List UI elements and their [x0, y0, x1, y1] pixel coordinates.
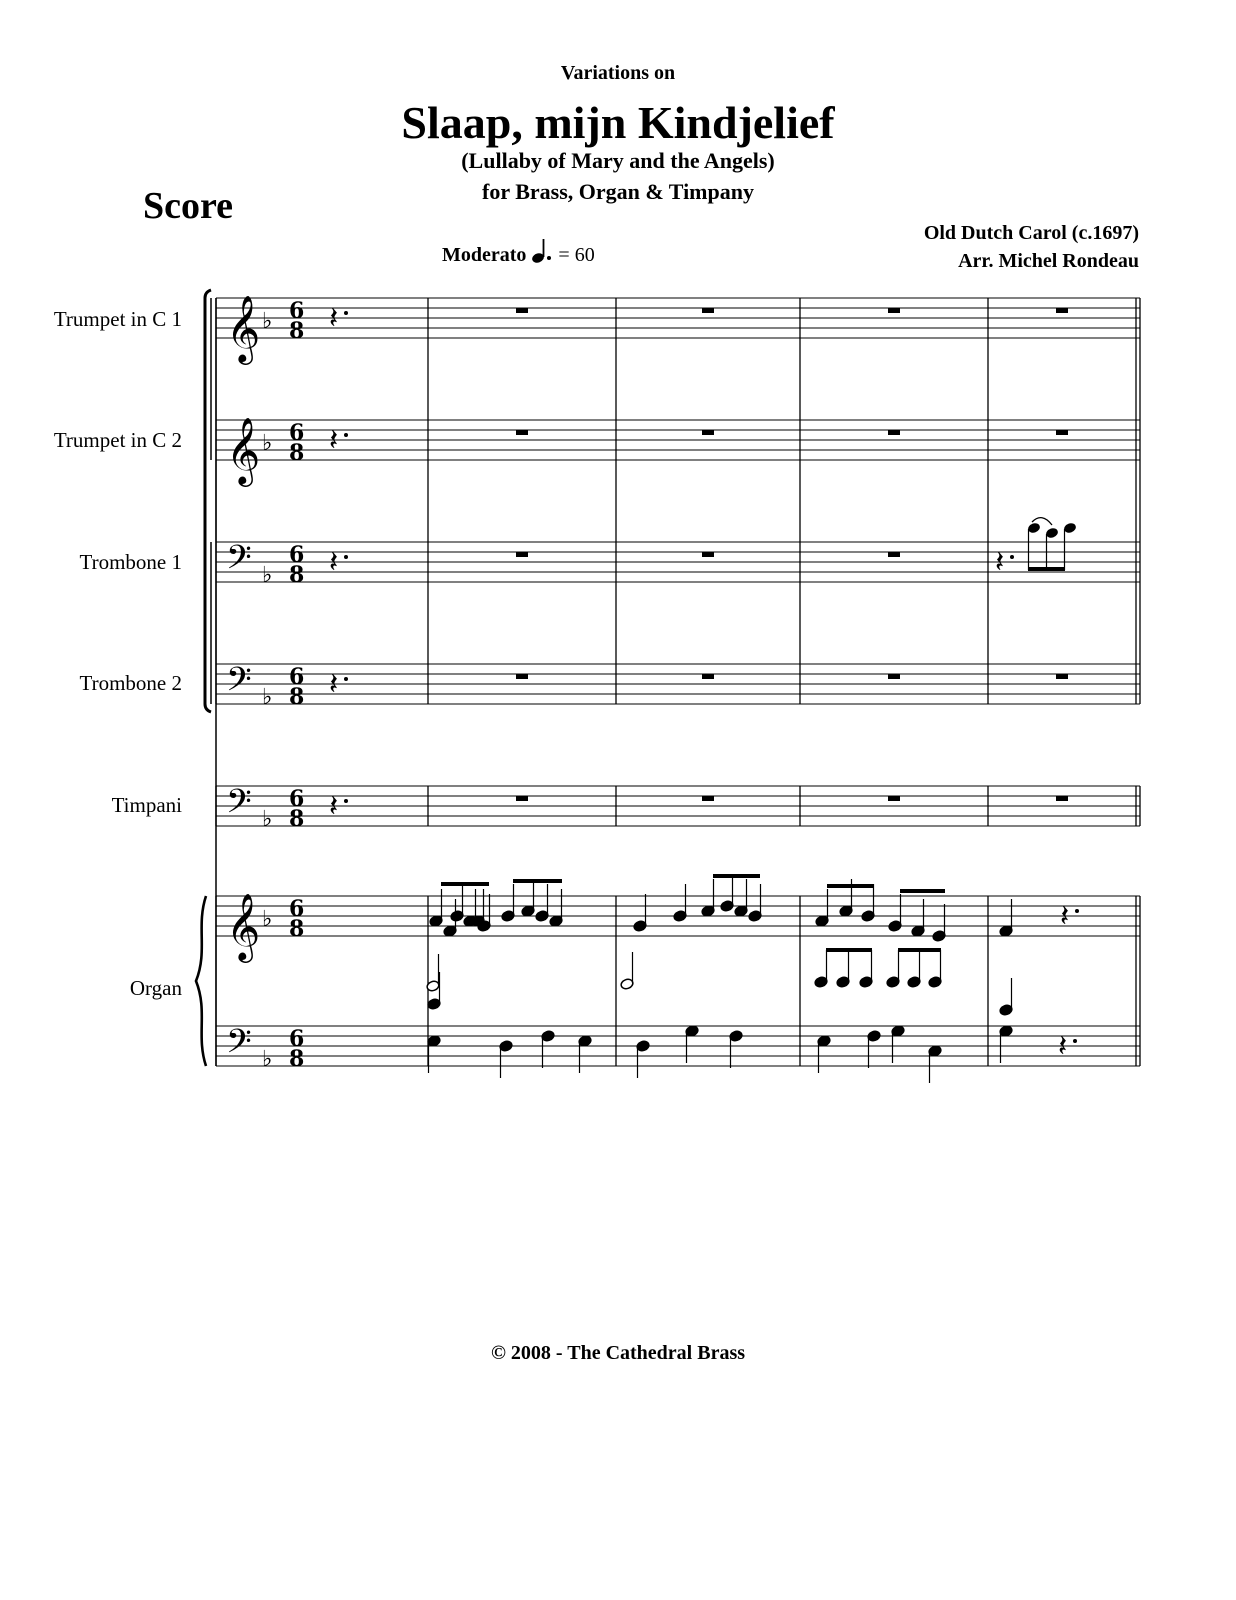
whole-rest	[516, 796, 528, 801]
time-signature-top: 6	[289, 896, 305, 922]
group-bracket	[205, 290, 211, 712]
instrument-label-trumpet-1: Trumpet in C 1	[53, 307, 182, 331]
rest-dot	[1073, 1039, 1077, 1043]
time-signature-bottom: 8	[289, 1046, 305, 1072]
key-signature-flat: ♭	[262, 1047, 273, 1072]
time-signature-top: 6	[289, 298, 305, 324]
bass-clef-icon: 𝄢	[226, 783, 252, 829]
time-signature-top: 6	[289, 542, 305, 568]
key-signature-flat: ♭	[262, 309, 273, 334]
time-signature-bottom: 8	[289, 806, 305, 832]
time-signature-top: 6	[289, 786, 305, 812]
time-signature-top: 6	[289, 664, 305, 690]
quarter-rest-icon: 𝄽	[1060, 899, 1070, 934]
arranger-credit: Arr. Michel Rondeau	[958, 250, 1139, 272]
whole-rest	[702, 430, 714, 435]
quarter-rest-icon: 𝄽	[995, 545, 1005, 580]
rest-dot	[344, 433, 348, 437]
quarter-rest-icon: 𝄽	[329, 789, 339, 824]
time-signature-bottom: 8	[289, 562, 305, 588]
tempo-word: Moderato	[442, 244, 527, 266]
organ-brace	[196, 896, 206, 1066]
instrument-label-organ: Organ	[129, 976, 182, 1000]
bass-clef-icon: 𝄢	[226, 1023, 252, 1069]
quarter-rest-icon: 𝄽	[329, 545, 339, 580]
rest-dot	[344, 311, 348, 315]
time-signature-top: 6	[289, 420, 305, 446]
whole-rest	[888, 430, 900, 435]
rest-dot	[1010, 555, 1014, 559]
whole-rest	[1056, 430, 1068, 435]
instrument-label-trumpet-2: Trumpet in C 2	[53, 428, 182, 452]
whole-rest	[516, 552, 528, 557]
whole-rest	[888, 796, 900, 801]
whole-rest	[702, 308, 714, 313]
whole-rest	[702, 796, 714, 801]
time-signature-bottom: 8	[289, 318, 305, 344]
quarter-rest-icon: 𝄽	[329, 301, 339, 336]
rest-dot	[344, 555, 348, 559]
key-signature-flat: ♭	[262, 807, 273, 832]
quarter-rest-icon: 𝄽	[329, 667, 339, 702]
quarter-rest-icon: 𝄽	[1058, 1029, 1068, 1064]
instrument-label-trombone-2: Trombone 2	[79, 671, 182, 695]
treble-clef-icon: 𝄞	[226, 416, 261, 484]
time-signature-top: 6	[289, 1026, 305, 1052]
whole-rest	[888, 674, 900, 679]
whole-rest	[1056, 308, 1068, 313]
treble-clef-icon: 𝄞	[226, 892, 261, 960]
rest-dot	[1075, 909, 1079, 913]
copyright-notice: © 2008 - The Cathedral Brass	[490, 1342, 746, 1364]
score-label: Score	[143, 185, 234, 227]
whole-rest	[516, 308, 528, 313]
bass-clef-icon: 𝄢	[226, 661, 252, 707]
whole-rest	[888, 552, 900, 557]
key-signature-flat: ♭	[262, 907, 273, 932]
treble-clef-icon: 𝄞	[226, 294, 261, 362]
whole-rest	[1056, 674, 1068, 679]
pre-title: Variations on	[560, 62, 676, 84]
instrument-label-timpani: Timpani	[111, 793, 182, 817]
bass-clef-icon: 𝄢	[226, 539, 252, 585]
rest-dot	[344, 799, 348, 803]
key-signature-flat: ♭	[262, 431, 273, 456]
quarter-rest-icon: 𝄽	[329, 423, 339, 458]
time-signature-bottom: 8	[289, 440, 305, 466]
composer-credit: Old Dutch Carol (c.1697)	[923, 222, 1139, 244]
key-signature-flat: ♭	[262, 563, 273, 588]
key-signature-flat: ♭	[262, 685, 273, 710]
whole-rest	[1056, 796, 1068, 801]
tempo-value: = 60	[558, 244, 595, 266]
subtitle: (Lullaby of Mary and the Angels)	[461, 148, 775, 173]
instrument-label-trombone-1: Trombone 1	[79, 550, 182, 574]
time-signature-bottom: 8	[289, 684, 305, 710]
instrumentation-line: for Brass, Organ & Timpany	[482, 179, 754, 204]
page-title: Slaap, mijn Kindjelief	[401, 97, 835, 148]
whole-rest	[888, 308, 900, 313]
whole-rest	[516, 430, 528, 435]
whole-rest	[702, 674, 714, 679]
rest-dot	[344, 677, 348, 681]
whole-rest	[516, 674, 528, 679]
time-signature-bottom: 8	[289, 916, 305, 942]
whole-rest	[702, 552, 714, 557]
